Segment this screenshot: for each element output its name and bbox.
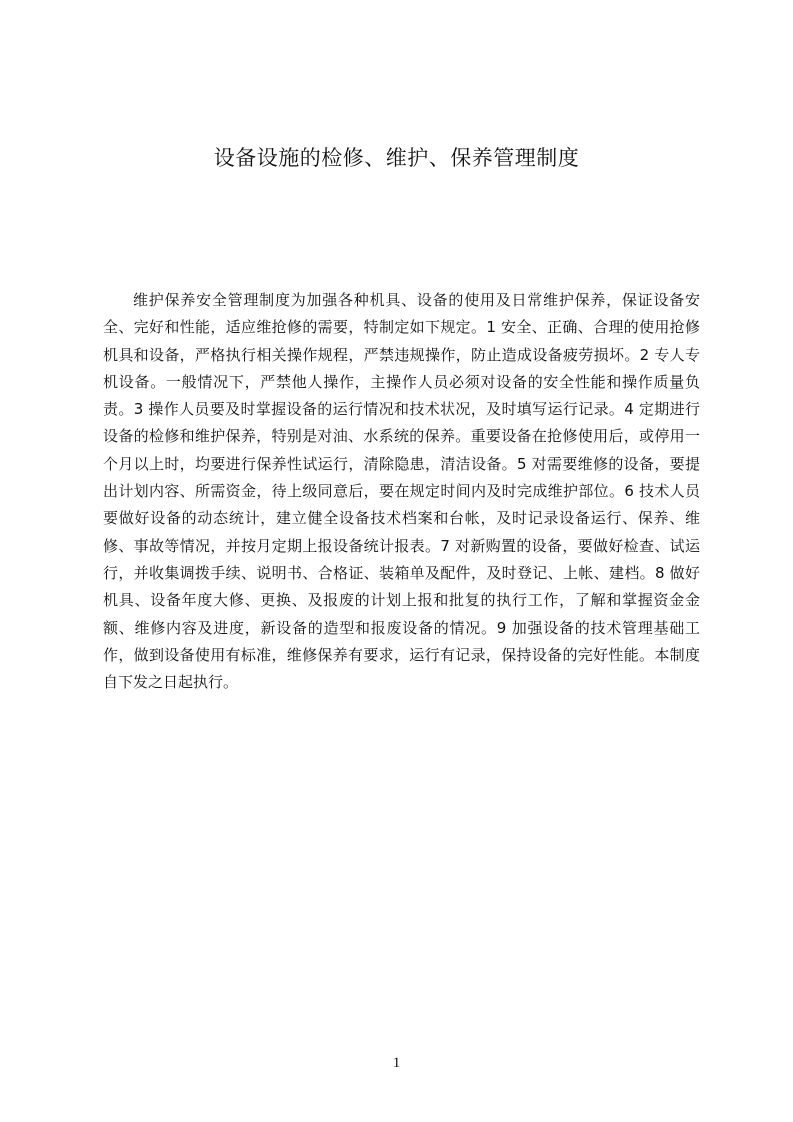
document-body-paragraph: 维护保养安全管理制度为加强各种机具、设备的使用及日常维护保养，保证设备安全、完好和性能，适应维抢修的需要，特制定如下规定。1 安全、正确、合理的使用抢修机具和设备，严格执行相关操作规程，严禁违规操作，防止造成设备疲劳损坏。2 专人专机设备。一般情况下，严禁他人操作，主操作人员必须对设备的安全性能和操作质量负责。3 操作人员要及时掌握设备的运行情况和技术状况，及时填写运行记录。4 定期进行设备的检修和维护保养，特别是对油、水系统的保养。重要设备在抢修使用后，或停用一个月以上时，均要进行保养性试运行，清除隐患，清洁设备。5 对需要维修的设备，要提出计划内容、所需资金，待上级同意后，要在规定时间内及时完成维护部位。6 技术人员要做好设备的动态统计，建立健全设备技术档案和台帐，及时记录设备运行、保养、维修、事故等情况，并按月定期上报设备统计报表。7 对新购置的设备，要做好检查、试运行，并收集调拨手续、说明书、合格证、装箱单及配件，及时登记、上帐、建档。8 做好机具、设备年度大修、更换、及报废的计划上报和批复的执行工作，了解和掌握资金金额、维修内容及进度，新设备的造型和报废设备的情况。9 加强设备的技术管理基础工作，做到设备使用有标准，维修保养有要求，运行有记录，保持设备的完好性能。本制度自下发之日起执行。 xyxy=(103,291,700,692)
page-number: 1 xyxy=(392,1055,401,1071)
document-title: 设备设施的检修、维护、保养管理制度 xyxy=(213,146,580,170)
